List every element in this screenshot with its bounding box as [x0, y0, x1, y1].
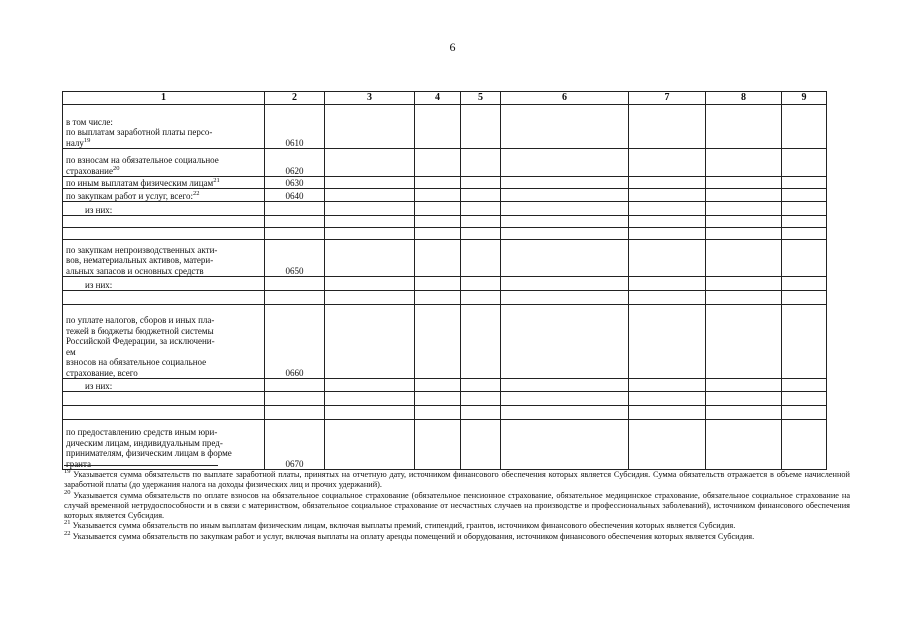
- row-label-line: Российской Федерации, за исключени-: [66, 336, 215, 346]
- row-label-line: принимателям, физическим лицам в форме: [66, 448, 232, 458]
- row-label: [63, 228, 265, 240]
- row-code: [265, 202, 325, 216]
- value-cell-col-8[interactable]: [706, 392, 782, 406]
- value-cell-col-7[interactable]: [629, 105, 706, 149]
- value-cell-col-8[interactable]: [706, 189, 782, 202]
- value-cell-col-5[interactable]: [461, 202, 501, 216]
- value-cell-col-4[interactable]: [415, 216, 461, 228]
- footnote-ref: 20: [112, 164, 120, 172]
- value-cell-col-4[interactable]: [415, 406, 461, 420]
- column-header-9: 9: [782, 92, 827, 105]
- row-label-line: по предоставлению средств иным юри-: [66, 427, 218, 437]
- value-cell-col-8[interactable]: [706, 177, 782, 189]
- value-cell-col-5[interactable]: [461, 291, 501, 305]
- value-cell-col-3[interactable]: [325, 406, 415, 420]
- value-cell-col-7[interactable]: [629, 240, 706, 277]
- value-cell-col-6[interactable]: [501, 177, 629, 189]
- value-cell-col-6[interactable]: [501, 277, 629, 291]
- value-cell-col-8[interactable]: [706, 228, 782, 240]
- value-cell-col-3[interactable]: [325, 305, 415, 379]
- value-cell-col-6[interactable]: [501, 105, 629, 149]
- footnote-number: 22: [64, 529, 71, 537]
- value-cell-col-5[interactable]: [461, 406, 501, 420]
- table-row: [63, 392, 827, 406]
- row-label-line: вов, нематериальных активов, матери-: [66, 255, 214, 265]
- row-label-line: по закупкам работ и услуг, всего:$^{22}$: [66, 189, 200, 201]
- row-label-line: налу$^{19}$: [66, 136, 91, 148]
- row-label: [63, 277, 265, 291]
- footnote-ref: 22: [192, 189, 200, 197]
- footnote-number: 21: [64, 519, 71, 527]
- table-row: [63, 105, 827, 149]
- value-cell-col-4[interactable]: [415, 189, 461, 202]
- value-cell-col-9[interactable]: [782, 277, 827, 291]
- table-row: [63, 277, 827, 291]
- value-cell-col-7[interactable]: [629, 392, 706, 406]
- value-cell-col-6[interactable]: [501, 216, 629, 228]
- value-cell-col-4[interactable]: [415, 305, 461, 379]
- value-cell-col-3[interactable]: [325, 105, 415, 149]
- value-cell-col-4[interactable]: [415, 379, 461, 392]
- value-cell-col-3[interactable]: [325, 240, 415, 277]
- row-label-line: ем: [66, 346, 76, 357]
- value-cell-col-9[interactable]: [782, 189, 827, 202]
- footnote-ref: 21: [213, 176, 220, 184]
- row-label-line: гранта: [66, 458, 92, 469]
- value-cell-col-9[interactable]: [782, 305, 827, 379]
- value-cell-col-8[interactable]: [706, 305, 782, 379]
- value-cell-col-3[interactable]: [325, 202, 415, 216]
- value-cell-col-7[interactable]: [629, 291, 706, 305]
- row-label-line: дическим лицам, индивидуальным пред-: [66, 437, 223, 448]
- footnote-number: 20: [64, 488, 71, 496]
- value-cell-col-9[interactable]: [782, 420, 827, 470]
- value-cell-col-7[interactable]: [629, 420, 706, 470]
- value-cell-col-7[interactable]: [629, 216, 706, 228]
- value-cell-col-5[interactable]: [461, 189, 501, 202]
- table-row: [63, 228, 827, 240]
- row-label: [63, 149, 265, 177]
- value-cell-col-3[interactable]: [325, 189, 415, 202]
- row-label: [63, 240, 265, 277]
- footnote-19: [64, 470, 850, 491]
- value-cell-col-4[interactable]: [415, 105, 461, 149]
- row-code: [265, 406, 325, 420]
- footnote-number: 19: [64, 468, 71, 475]
- table-row: [63, 240, 827, 277]
- value-cell-col-5[interactable]: [461, 240, 501, 277]
- value-cell-col-3[interactable]: [325, 228, 415, 240]
- value-cell-col-8[interactable]: [706, 216, 782, 228]
- row-label-line: страхование, всего: [66, 367, 138, 378]
- table-row: [63, 379, 827, 392]
- value-cell-col-9[interactable]: [782, 149, 827, 177]
- value-cell-col-5[interactable]: [461, 177, 501, 189]
- row-label-line: по иным выплатам физическим лицам$^{21}$: [66, 176, 220, 188]
- row-label: [63, 392, 265, 406]
- footnote-22: [64, 529, 850, 542]
- value-cell-col-3[interactable]: [325, 291, 415, 305]
- value-cell-col-7[interactable]: [629, 177, 706, 189]
- value-cell-col-9[interactable]: [782, 406, 827, 420]
- row-label: [63, 305, 265, 379]
- value-cell-col-5[interactable]: [461, 105, 501, 149]
- value-cell-col-5[interactable]: [461, 149, 501, 177]
- row-code: [265, 277, 325, 291]
- row-label-line: из них:: [85, 204, 113, 215]
- value-cell-col-7[interactable]: [629, 202, 706, 216]
- value-cell-col-4[interactable]: [415, 240, 461, 277]
- table-row: [63, 406, 827, 420]
- value-cell-col-3[interactable]: [325, 379, 415, 392]
- row-label-line: [66, 395, 261, 406]
- row-label-line: страхование$^{20}$: [66, 164, 120, 176]
- column-header-3: 3: [325, 92, 415, 105]
- value-cell-col-3[interactable]: [325, 216, 415, 228]
- value-cell-col-9[interactable]: [782, 291, 827, 305]
- value-cell-col-4[interactable]: [415, 420, 461, 470]
- row-label-line: в том числе:: [66, 116, 113, 127]
- row-label-line: из них:: [85, 380, 113, 391]
- table-row: [63, 177, 827, 189]
- table-body: [63, 105, 827, 470]
- row-label-line: по закупкам непроизводственных акти-: [66, 244, 218, 255]
- value-cell-col-9[interactable]: [782, 392, 827, 406]
- footnote-separator: [64, 465, 218, 466]
- value-cell-col-7[interactable]: [629, 277, 706, 291]
- row-label: [63, 291, 265, 305]
- value-cell-col-8[interactable]: [706, 240, 782, 277]
- row-label: [63, 189, 265, 202]
- value-cell-col-5[interactable]: [461, 216, 501, 228]
- row-label-line: [66, 294, 261, 305]
- row-label-line: из них:: [85, 279, 113, 290]
- row-label-line: альных запасов и основных средств: [66, 265, 204, 276]
- row-label-line: тежей в бюджеты бюджетной системы: [66, 325, 214, 336]
- row-code: [265, 291, 325, 305]
- value-cell-col-9[interactable]: [782, 177, 827, 189]
- column-header-6: 6: [501, 92, 629, 105]
- footnote-text: Указывается сумма обязательств по иным выплатам физическим лицам, включая выплаты премий, стипендий, грантов, источником финансового обеспечения которых является Субсидия.: [70, 521, 736, 531]
- value-cell-col-9[interactable]: [782, 240, 827, 277]
- value-cell-col-7[interactable]: [629, 228, 706, 240]
- value-cell-col-5[interactable]: [461, 305, 501, 379]
- column-header-2: 2: [265, 92, 325, 105]
- table-row: [63, 305, 827, 379]
- value-cell-col-6[interactable]: [501, 228, 629, 240]
- footnote-ref: 19: [83, 136, 91, 144]
- value-cell-col-7[interactable]: [629, 406, 706, 420]
- value-cell-col-7[interactable]: [629, 149, 706, 177]
- footnote-text: Указывается сумма обязательств по закупкам работ и услуг, включая выплаты на оплату аренды помещений и оборудования, источником финансового обеспечения которых является Субсидия.: [70, 531, 755, 541]
- value-cell-col-5[interactable]: [461, 392, 501, 406]
- row-label: [63, 202, 265, 216]
- value-cell-col-5[interactable]: [461, 420, 501, 470]
- value-cell-col-8[interactable]: [706, 406, 782, 420]
- row-code: 0670: [265, 420, 325, 470]
- value-cell-col-9[interactable]: [782, 105, 827, 149]
- value-cell-col-6[interactable]: [501, 291, 629, 305]
- value-cell-col-3[interactable]: [325, 149, 415, 177]
- row-code: [265, 379, 325, 392]
- value-cell-col-9[interactable]: [782, 228, 827, 240]
- page-number: 6: [449, 40, 456, 54]
- value-cell-col-8[interactable]: [706, 149, 782, 177]
- value-cell-col-9[interactable]: [782, 379, 827, 392]
- value-cell-col-7[interactable]: [629, 305, 706, 379]
- value-cell-col-6[interactable]: [501, 240, 629, 277]
- value-cell-col-5[interactable]: [461, 379, 501, 392]
- row-label-line: [66, 409, 261, 420]
- value-cell-col-6[interactable]: [501, 392, 629, 406]
- value-cell-col-5[interactable]: [461, 277, 501, 291]
- table-row: [63, 202, 827, 216]
- value-cell-col-8[interactable]: [706, 105, 782, 149]
- row-label: [63, 379, 265, 392]
- row-code: 0650: [265, 240, 325, 277]
- value-cell-col-8[interactable]: [706, 379, 782, 392]
- value-cell-col-4[interactable]: [415, 149, 461, 177]
- value-cell-col-8[interactable]: [706, 277, 782, 291]
- row-label-line: взносов на обязательное социальное: [66, 357, 207, 367]
- row-code: [265, 228, 325, 240]
- value-cell-col-3[interactable]: [325, 392, 415, 406]
- row-label-line: по выплатам заработной платы персо-: [66, 127, 213, 137]
- row-code: 0620: [265, 149, 325, 177]
- row-code: [265, 216, 325, 228]
- footnotes: [64, 470, 850, 542]
- footnote-text: Указывается сумма обязательств по выплате заработной платы, принятых на отчетную дату, источником финансового обеспечения которых является Субсидия. Сумма обязательств отражается в объеме начисленной заработной платы (до удержания налога на доходы физических лиц и прочих удержаний).: [64, 470, 850, 490]
- row-label-line: [66, 217, 261, 228]
- table-row: [63, 189, 827, 202]
- table-row: [63, 420, 827, 470]
- value-cell-col-8[interactable]: [706, 420, 782, 470]
- row-label: [63, 216, 265, 228]
- value-cell-col-4[interactable]: [415, 228, 461, 240]
- value-cell-col-6[interactable]: [501, 305, 629, 379]
- value-cell-col-6[interactable]: [501, 406, 629, 420]
- header-row: [63, 92, 827, 105]
- column-header-5: 5: [461, 92, 501, 105]
- value-cell-col-4[interactable]: [415, 392, 461, 406]
- value-cell-col-4[interactable]: [415, 202, 461, 216]
- row-label: [63, 406, 265, 420]
- value-cell-col-7[interactable]: [629, 189, 706, 202]
- column-header-4: 4: [415, 92, 461, 105]
- row-label: [63, 177, 265, 189]
- value-cell-col-3[interactable]: [325, 177, 415, 189]
- table-row: [63, 291, 827, 305]
- column-header-7: 7: [629, 92, 706, 105]
- value-cell-col-9[interactable]: [782, 216, 827, 228]
- row-label: [63, 105, 265, 149]
- footnote-20: [64, 488, 850, 522]
- table-row: [63, 149, 827, 177]
- row-code: 0660: [265, 305, 325, 379]
- value-cell-col-8[interactable]: [706, 202, 782, 216]
- row-label-line: [66, 229, 261, 240]
- value-cell-col-4[interactable]: [415, 177, 461, 189]
- row-code: 0610: [265, 105, 325, 149]
- row-label-line: по взносам на обязательное социальное: [66, 155, 219, 165]
- row-code: 0630: [265, 177, 325, 189]
- value-cell-col-4[interactable]: [415, 291, 461, 305]
- value-cell-col-6[interactable]: [501, 149, 629, 177]
- column-header-8: 8: [706, 92, 782, 105]
- obligations-table: [62, 91, 827, 470]
- column-header-1: 1: [63, 92, 265, 105]
- value-cell-col-9[interactable]: [782, 202, 827, 216]
- value-cell-col-3[interactable]: [325, 420, 415, 470]
- value-cell-col-6[interactable]: [501, 189, 629, 202]
- value-cell-col-6[interactable]: [501, 420, 629, 470]
- value-cell-col-4[interactable]: [415, 277, 461, 291]
- row-code: 0640: [265, 189, 325, 202]
- value-cell-col-5[interactable]: [461, 228, 501, 240]
- table-row: [63, 216, 827, 228]
- row-label-line: по уплате налогов, сборов и иных пла-: [66, 315, 215, 325]
- value-cell-col-3[interactable]: [325, 277, 415, 291]
- footnote-21: [64, 521, 850, 531]
- value-cell-col-8[interactable]: [706, 291, 782, 305]
- footnote-text: Указывается сумма обязательств по оплате взносов на обязательное социальное страхование (обязательное пенсионное страхование, обязательное медицинское страхование, обязательное социальное страхование на случай временной нетрудоспособности и в связи с материнством, обязательное социальное страхование от несчастных случаев на производстве и профессиональных заболеваний), источником финансового обеспечения которых является Субсидия.: [64, 490, 850, 521]
- value-cell-col-6[interactable]: [501, 379, 629, 392]
- row-code: [265, 392, 325, 406]
- row-label: [63, 420, 265, 470]
- value-cell-col-6[interactable]: [501, 202, 629, 216]
- value-cell-col-7[interactable]: [629, 379, 706, 392]
